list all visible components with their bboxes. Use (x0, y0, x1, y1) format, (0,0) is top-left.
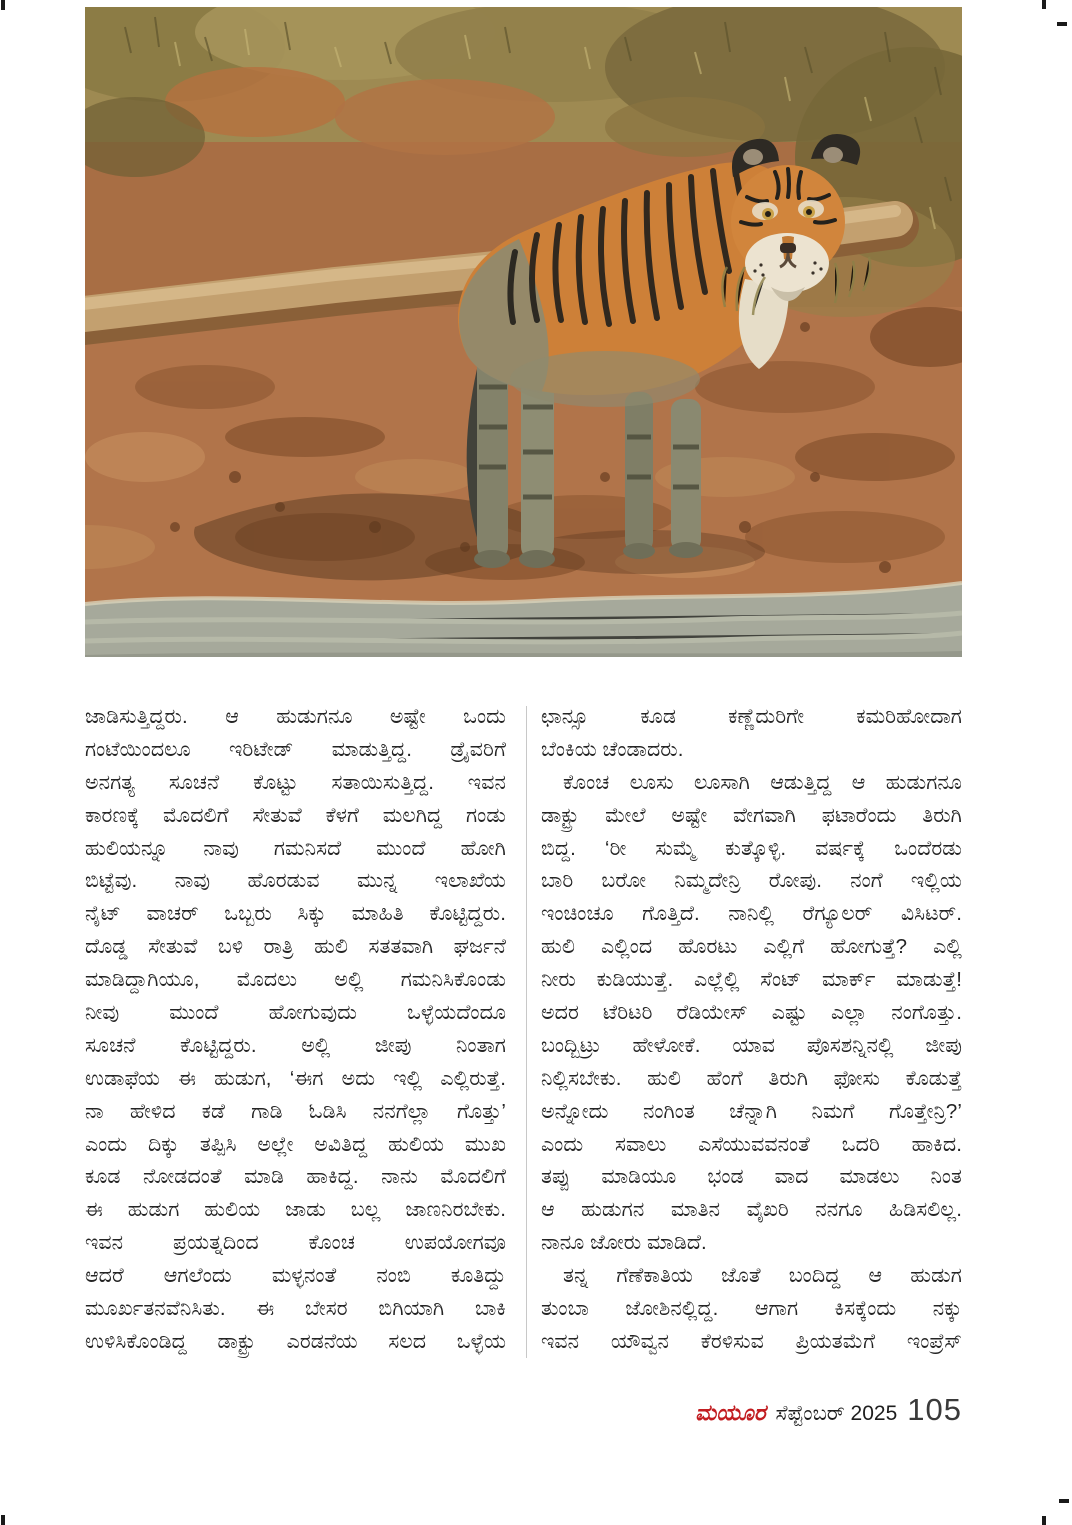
text-line: ಡಾಕ್ಟ್ರು ಮೇಲೆ ಅಷ್ಟೇ ವೇಗವಾಗಿ ಫಟಾರೆಂದು ತಿರುಗಿ (541, 803, 962, 827)
text-line: ಬಂದ್ಬಿಟ್ರು ಹೇಳೋಕೆ. ಯಾವ ಪೊಸಶನ್ನಿನಲ್ಲಿ ಜೀಪು (541, 1033, 962, 1057)
text-line: ಮಾಡಿದ್ದಾಗಿಯೂ, ಮೊದಲು ಅಲ್ಲಿ ಗಮನಿಸಿಕೊಂಡು (85, 968, 506, 992)
text-line: ಎಂದು ಸವಾಲು ಎಸೆಯುವವನಂತೆ ಒದರಿ ಹಾಕಿದ. (541, 1132, 962, 1156)
text-line: ಹುಲಿ ಎಲ್ಲಿಂದ ಹೊರಟು ಎಲ್ಲಿಗೆ ಹೋಗುತ್ತೆ? ಎಲ್ಲಿ (541, 935, 962, 959)
text-line: ಜಾಡಿಸುತ್ತಿದ್ದರು. ಆ ಹುಡುಗನೂ ಅಷ್ಟೇ ಒಂದು (85, 705, 506, 728)
magazine-name: ಮಯೂರ (695, 1400, 766, 1425)
crop-mark-top-left (1, 0, 5, 10)
text-line: ಮೂರ್ಖತನವೆನಿಸಿತು. ಈ ಬೇಸರ ಬಿಗಿಯಾಗಿ ಬಾಕಿ (85, 1297, 506, 1321)
text-line: ಅನ್ನೋದು ನಂಗಿಂತ ಚೆನ್ನಾಗಿ ನಿಮಗೆ ಗೊತ್ತೇನ್ರಿ?’ (541, 1099, 962, 1123)
crop-mark-top-right-v (1042, 0, 1046, 9)
crop-mark-bottom-right-v (1042, 1516, 1046, 1525)
column-divider (526, 706, 527, 1358)
article-right-column (541, 701, 962, 1359)
text-line: ದೊಡ್ಡ ಸೇತುವೆ ಬಳಿ ರಾತ್ರಿ ಹುಲಿ ಸತತವಾಗಿ ಘರ್ಜನೆ (85, 935, 506, 959)
text-line: ಬಿಟ್ಟೆವು. ನಾವು ಹೊರಡುವ ಮುನ್ನ ಇಲಾಖೆಯ (85, 869, 506, 893)
issue-date: ಸೆಪ್ಟೆಂಬರ್ 2025 (775, 1402, 898, 1425)
text-line: ಕೊಂಚ ಲೂಸು ಲೂಸಾಗಿ ಆಡುತ್ತಿದ್ದ ಆ ಹುಡುಗನೂ (563, 770, 962, 794)
text-line: ಅನಗತ್ಯ ಸೂಚನೆ ಕೊಟ್ಟು ಸತಾಯಿಸುತ್ತಿದ್ದ. ಇವನ (85, 770, 506, 794)
text-line: ನೀವು ಮುಂದೆ ಹೋಗುವುದು ಒಳ್ಳೆಯದೆಂದೂ (85, 1001, 506, 1025)
text-line: ತುಂಬಾ ಜೋಶಿನಲ್ಲಿದ್ದ. ಆಗಾಗ ಕಿಸಕ್ಕೆಂದು ನಕ್ಕು (541, 1297, 962, 1321)
text-line: ನೈಟ್ ವಾಚರ್ ಒಬ್ಬರು ಸಿಕ್ಕು ಮಾಹಿತಿ ಕೊಟ್ಟಿದ್ದರು. (85, 902, 506, 926)
text-line: ಇವನ ಯೌವ್ವನ ಕೆರಳಿಸುವ ಪ್ರಿಯತಮೆಗೆ ಇಂಪ್ರೆಸ್ (541, 1329, 962, 1353)
tiger-photo (85, 7, 962, 657)
text-line: ಎಂದು ದಿಕ್ಕು ತಪ್ಪಿಸಿ ಅಲ್ಲೇ ಅವಿತಿದ್ದ ಹುಲಿಯ ಮುಖ (85, 1132, 506, 1156)
article-left-column (85, 701, 506, 1359)
text-line: ಉಳಿಸಿಕೊಂಡಿದ್ದ ಡಾಕ್ಟ್ರು ಎರಡನೆಯ ಸಲದ ಒಳ್ಳೆಯ (85, 1329, 506, 1353)
text-line: ಹುಲಿಯನ್ನೂ ನಾವು ಗಮನಿಸದೆ ಮುಂದೆ ಹೋಗಿ (85, 836, 506, 860)
crop-mark-bottom-right-h (1059, 1499, 1069, 1503)
text-line: ಅದರ ಟೆರಿಟರಿ ರೆಡಿಯೇಸ್ ಎಷ್ಟು ಎಲ್ಲಾ ನಂಗೊತ್ತು. (541, 1001, 962, 1025)
text-line: ಆ ಹುಡುಗನ ಮಾತಿನ ವೈಖರಿ ನನಗೂ ಹಿಡಿಸಲಿಲ್ಲ. (541, 1198, 962, 1222)
page-number: 105 (907, 1392, 962, 1427)
text-line: ಉಡಾಫೆಯ ಈ ಹುಡುಗ, ‘ಈಗ ಅದು ಇಲ್ಲಿ ಎಲ್ಲಿರುತ್ತೆ. (85, 1066, 506, 1090)
text-line: ಆದರೆ ಆಗಲೆಂದು ಮಳ್ಳನಂತೆ ನಂಬಿ ಕೂತಿದ್ದು (85, 1264, 506, 1288)
text-line: ತಪ್ಪು ಮಾಡಿಯೂ ಭಂಡ ವಾದ ಮಾಡಲು ನಿಂತ (541, 1165, 962, 1189)
text-line: ಇಂಚಿಂಚೂ ಗೊತ್ತಿದೆ. ನಾನಿಲ್ಲಿ ರೆಗ್ಯೂಲರ್ ವಿಸಿಟರ್. (541, 902, 962, 926)
text-line: ನೀರು ಕುಡಿಯುತ್ತೆ. ಎಲ್ಲೆಲ್ಲಿ ಸೆಂಟ್ ಮಾರ್ಕ್ ಮಾಡುತ್ತೆ! (541, 968, 962, 992)
text-line: ಸೂಚನೆ ಕೊಟ್ಟಿದ್ದರು. ಅಲ್ಲಿ ಜೀಪು ನಿಂತಾಗ (85, 1033, 506, 1057)
text-line: ತನ್ನ ಗೆಣೆಕಾತಿಯ ಜೊತೆ ಬಂದಿದ್ದ ಆ ಹುಡುಗ (563, 1264, 962, 1288)
text-line: ಇವನ ಪ್ರಯತ್ನದಿಂದ ಕೊಂಚ ಉಪಯೋಗವೂ (85, 1231, 506, 1255)
text-line: ಕಾರಣಕ್ಕೆ ಮೊದಲಿಗೆ ಸೇತುವೆ ಕೆಳಗೆ ಮಲಗಿದ್ದ ಗಂಡು (85, 803, 506, 827)
text-line: ಬಿದ್ದ. ‘ರೀ ಸುಮ್ಮೆ ಕುತ್ಕೊಳ್ಳಿ. ವರ್ಷಕ್ಕೆ ಒಂದೆರಡು (541, 836, 962, 860)
text-line: ಕೂಡ ನೋಡದಂತೆ ಮಾಡಿ ಹಾಕಿದ್ದ. ನಾನು ಮೊದಲಿಗೆ (85, 1165, 506, 1189)
text-line: ಬಾರಿ ಬರೋ ನಿಮ್ಮದೇನ್ರಿ ರೋಪು. ನಂಗೆ ಇಲ್ಲಿಯ (541, 869, 962, 893)
text-line: ಗಂಟೆಯಿಂದಲೂ ಇರಿಟೇಡ್ ಮಾಡುತ್ತಿದ್ದ. ಡ್ರೈವರಿಗೆ (85, 737, 506, 761)
text-line: ಬೆಂಕಿಯ ಚೆಂಡಾದರು. (541, 737, 684, 761)
text-line: ನಾ ಹೇಳಿದ ಕಡೆ ಗಾಡಿ ಓಡಿಸಿ ನನಗೆಲ್ಲಾ ಗೊತ್ತು’ (85, 1099, 506, 1123)
crop-mark-bottom-left (1, 1515, 5, 1525)
text-line: ಛಾನ್ಸೂ ಕೂಡ ಕಣ್ಣೆದುರಿಗೇ ಕಮರಿಹೋದಾಗ (541, 705, 962, 728)
crop-mark-top-right-h (1057, 22, 1067, 26)
text-line: ಈ ಹುಡುಗ ಹುಲಿಯ ಜಾಡು ಬಲ್ಲ ಜಾಣನಿರಬೇಕು. (85, 1198, 506, 1222)
text-line: ನಿಲ್ಲಿಸಬೇಕು. ಹುಲಿ ಹೆಂಗೆ ತಿರುಗಿ ಫೋಸು ಕೊಡುತ್ತೆ (541, 1066, 962, 1090)
text-line: ನಾನೂ ಜೋರು ಮಾಡಿದೆ. (541, 1231, 707, 1255)
page-footer (85, 1392, 962, 1428)
